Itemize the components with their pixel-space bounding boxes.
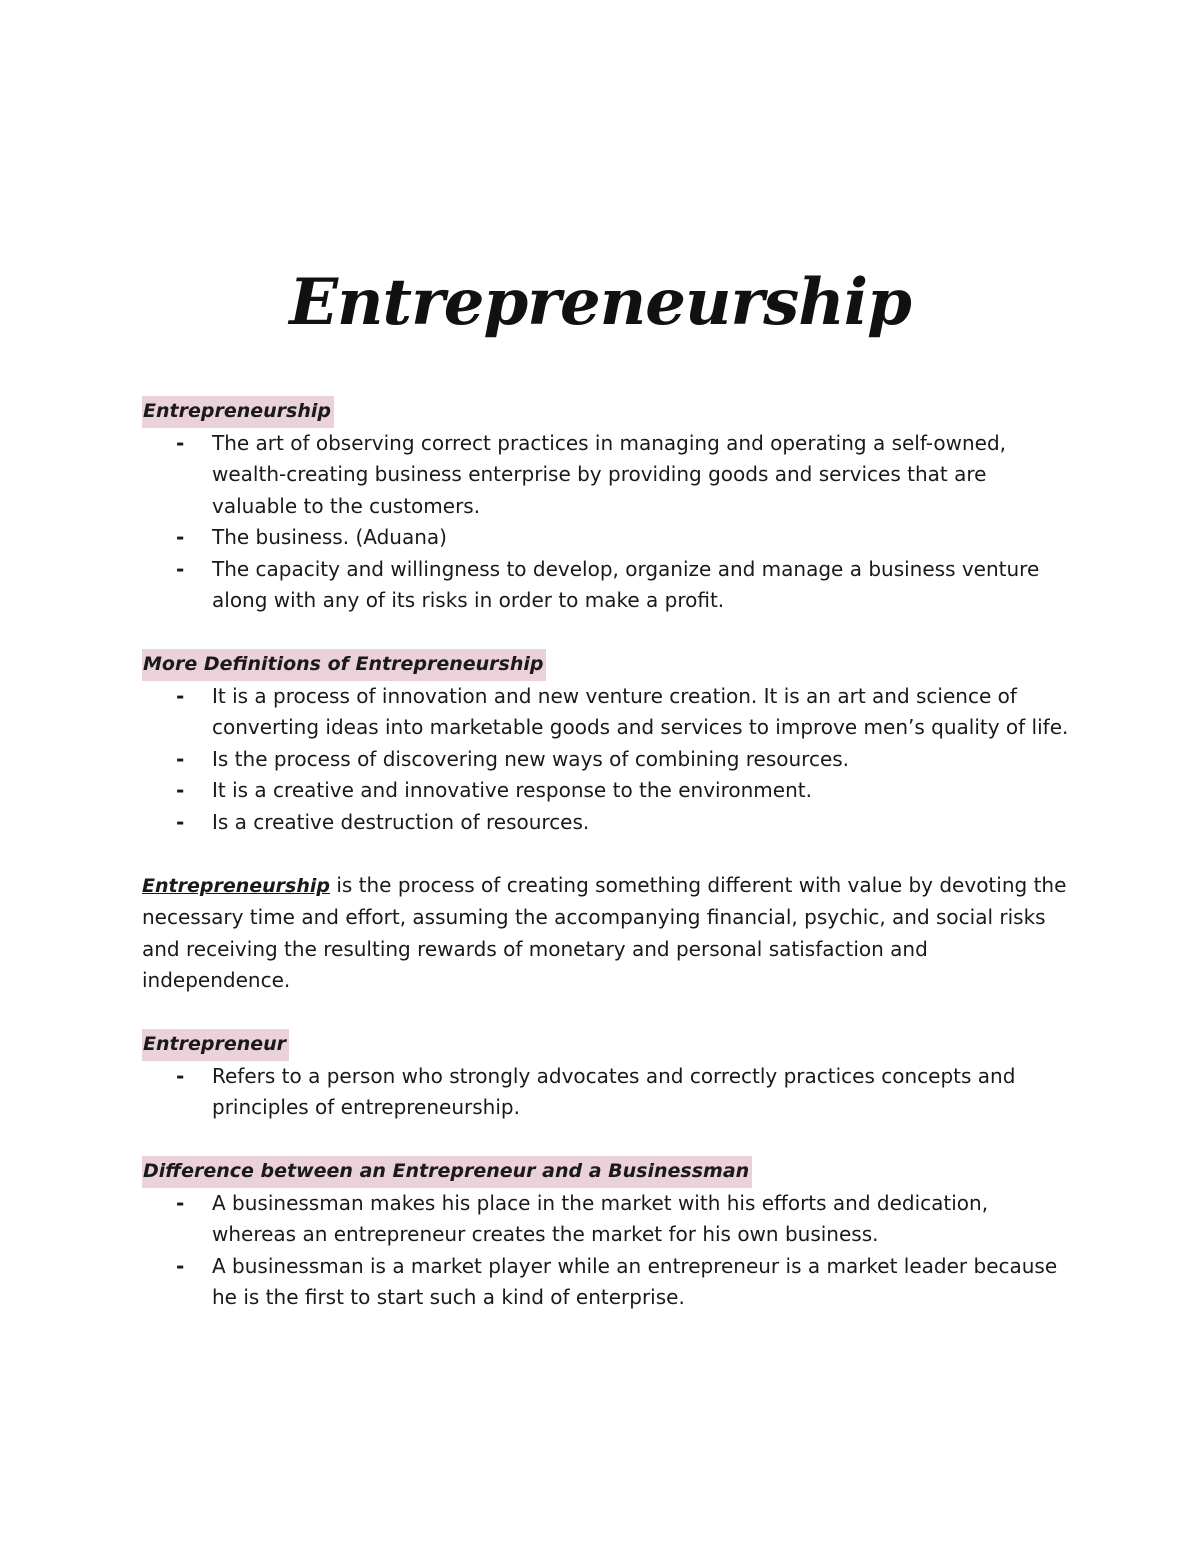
list-item-text: It is a creative and innovative response to the environment. bbox=[212, 778, 812, 802]
spacer bbox=[142, 617, 1072, 649]
bullet-dash: - bbox=[176, 1190, 185, 1215]
list-item-text: The capacity and willingness to develop, organize and manage a business venture along with any of its risks in order to make a profit. bbox=[212, 556, 1040, 612]
bullet-dash: - bbox=[176, 778, 185, 802]
spacer bbox=[142, 838, 1072, 870]
spacer bbox=[142, 1124, 1072, 1156]
section-heading: Entrepreneur bbox=[142, 1029, 289, 1061]
bullet-list bbox=[142, 1061, 1072, 1124]
document-title: Entrepreneurship bbox=[289, 265, 911, 340]
section-more-definitions bbox=[142, 648, 1072, 838]
definition-text: is the process of creating something different with value by devoting the necessary time and effort, assuming the accompanying financial, psychic, and social risks and receiving the resulting rewards of monetary and personal satisfaction and independence. bbox=[142, 872, 1067, 992]
list-item-text: Is a creative destruction of resources. bbox=[212, 809, 590, 834]
bullet-dash: - bbox=[176, 1253, 185, 1278]
definition-term: Entrepreneurship bbox=[142, 874, 330, 897]
list-item bbox=[142, 428, 1072, 523]
document-body bbox=[142, 395, 1072, 1314]
section-difference bbox=[142, 1155, 1072, 1314]
bullet-dash: - bbox=[176, 525, 185, 549]
list-item bbox=[142, 807, 1072, 839]
list-item bbox=[142, 1061, 1072, 1124]
list-item-text: Is the process of discovering new ways of combining resources. bbox=[212, 746, 850, 771]
bullet-dash: - bbox=[176, 430, 185, 455]
bullet-dash: - bbox=[176, 746, 185, 771]
list-item bbox=[142, 1251, 1072, 1314]
list-item-text: A businessman makes his place in the market with his efforts and dedication, whereas an entrepreneur creates the market for his own business. bbox=[212, 1190, 989, 1246]
list-item bbox=[142, 522, 1072, 554]
bullet-dash: - bbox=[176, 809, 185, 834]
section-heading: Entrepreneurship bbox=[142, 396, 334, 428]
list-item bbox=[142, 554, 1072, 617]
list-item bbox=[142, 744, 1072, 776]
section-entrepreneur bbox=[142, 1028, 1072, 1124]
spacer bbox=[142, 997, 1072, 1029]
bullet-dash: - bbox=[176, 1063, 185, 1088]
bullet-list bbox=[142, 1188, 1072, 1314]
definition-paragraph bbox=[142, 870, 1072, 997]
bullet-list bbox=[142, 428, 1072, 617]
bullet-dash: - bbox=[176, 683, 185, 708]
list-item-text: Refers to a person who strongly advocates and correctly practices concepts and principles of entrepreneurship. bbox=[212, 1063, 1016, 1119]
bullet-dash: - bbox=[176, 556, 185, 581]
section-heading: Difference between an Entrepreneur and a Businessman bbox=[142, 1156, 752, 1188]
list-item-text: The business. (Aduana) bbox=[212, 525, 447, 549]
list-item bbox=[142, 775, 1072, 807]
bullet-list bbox=[142, 681, 1072, 839]
section-heading: More Definitions of Entrepreneurship bbox=[142, 649, 546, 681]
section-entrepreneurship bbox=[142, 395, 1072, 617]
list-item-text: It is a process of innovation and new venture creation. It is an art and science of converting ideas into marketable goods and services to improve men’s quality of life. bbox=[212, 683, 1069, 739]
list-item-text: A businessman is a market player while an entrepreneur is a market leader because he is the first to start such a kind of enterprise. bbox=[212, 1253, 1058, 1309]
list-item-text: The art of observing correct practices in managing and operating a self-owned, wealth-creating business enterprise by providing goods and services that are valuable to the customers. bbox=[212, 430, 1007, 518]
list-item bbox=[142, 681, 1072, 744]
list-item bbox=[142, 1188, 1072, 1251]
